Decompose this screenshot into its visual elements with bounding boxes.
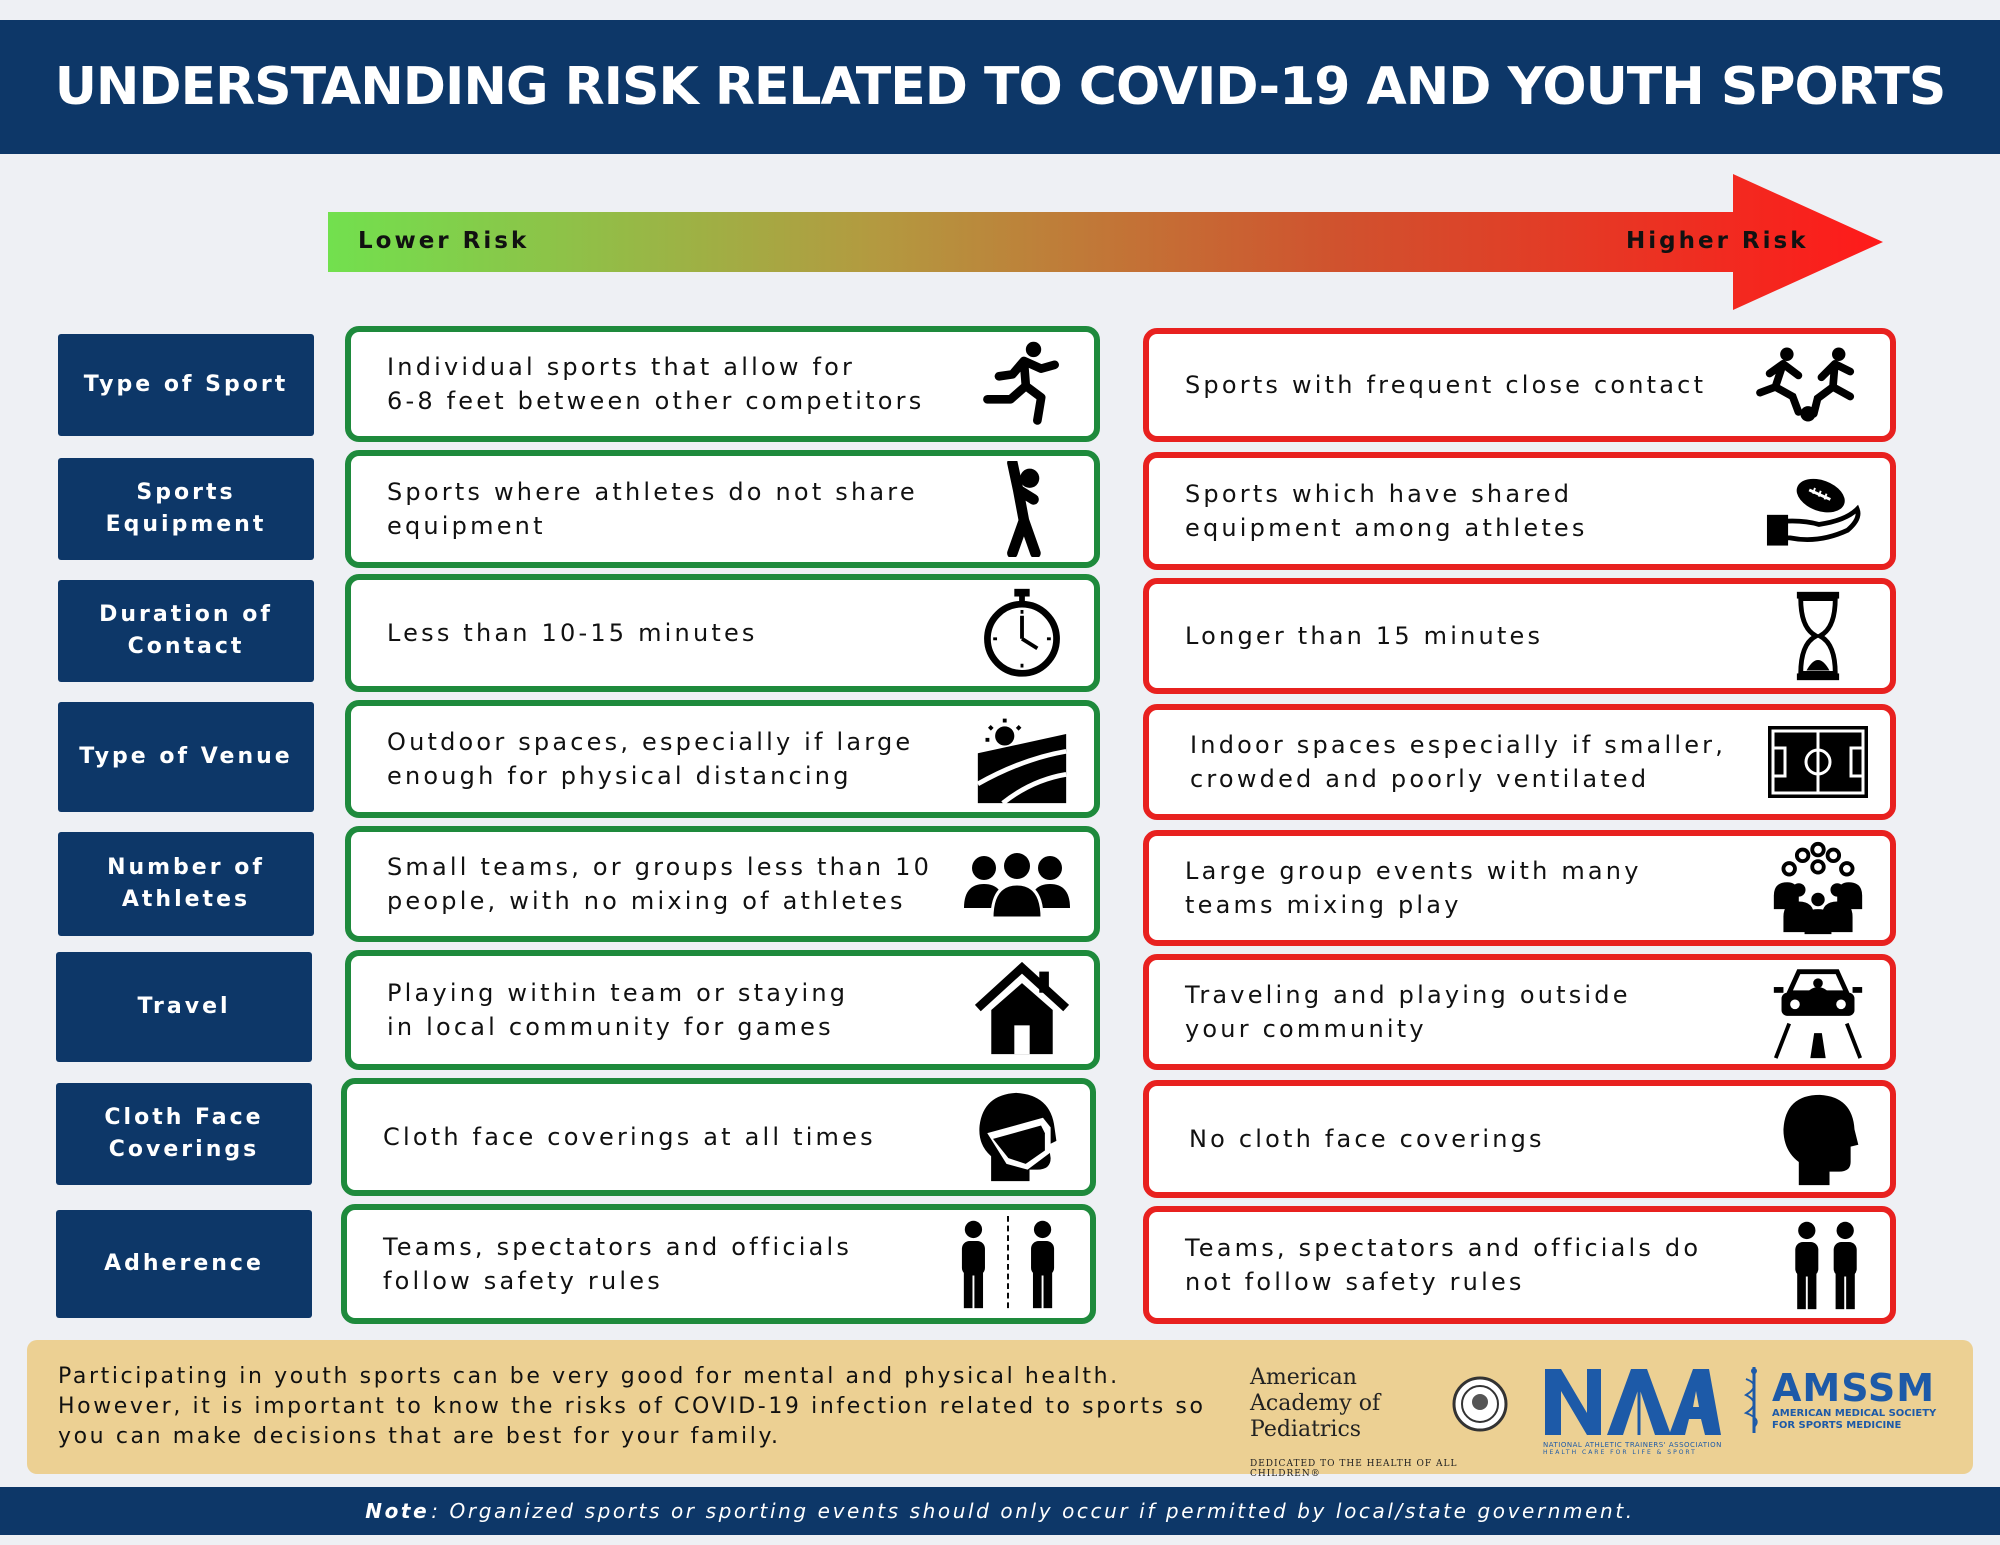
hourglass-icon <box>1768 588 1868 684</box>
lower-risk-label: Lower Risk <box>358 228 530 254</box>
stretching-athlete-icon <box>972 461 1072 557</box>
higher-risk-text: Sports which have shared equipment among athletes <box>1185 480 1588 542</box>
higher-risk-text: Large group events with many teams mixing play <box>1185 857 1642 919</box>
car-road-icon <box>1768 964 1868 1060</box>
lower-risk-text: Teams, spectators and officials follow safety rules <box>383 1233 853 1295</box>
higher-risk-card-type-of-sport <box>1143 328 1896 442</box>
house-icon <box>972 962 1072 1058</box>
row-label-number-of-athletes: Number of Athletes <box>58 832 314 936</box>
page-title: UNDERSTANDING RISK RELATED TO COVID-19 AND YOUTH SPORTS <box>54 57 1946 117</box>
close-people-icon <box>1784 1217 1868 1313</box>
lower-risk-card-cloth-face-coverings <box>341 1078 1096 1196</box>
large-crowd-icon <box>1768 840 1868 936</box>
caduceus-icon <box>1742 1365 1766 1435</box>
higher-risk-card-duration-of-contact <box>1143 578 1896 694</box>
higher-risk-card-type-of-venue <box>1143 704 1896 820</box>
amssm-abbr: AMSSM <box>1772 1366 1936 1410</box>
row-label-adherence: Adherence <box>56 1210 312 1318</box>
lower-risk-card-duration-of-contact <box>345 574 1100 692</box>
lower-risk-card-adherence <box>341 1204 1096 1324</box>
lower-risk-text: Outdoor spaces, especially if large enough for physical distancing <box>387 728 914 790</box>
higher-risk-text: Traveling and playing outside your community <box>1185 981 1631 1043</box>
note-prefix: Note <box>365 1499 430 1523</box>
higher-risk-text: Teams, spectators and officials do not follow safety rules <box>1185 1234 1702 1296</box>
lower-risk-text: Individual sports that allow for 6-8 feet between other competitors <box>387 353 925 415</box>
higher-risk-card-sports-equipment <box>1143 452 1896 570</box>
higher-risk-card-number-of-athletes <box>1143 830 1896 946</box>
nata-logo <box>1543 1365 1723 1457</box>
aap-logo <box>1250 1365 1515 1479</box>
lower-risk-text: Playing within team or staying in local community for games <box>387 979 849 1041</box>
soccer-players-icon <box>1748 337 1868 433</box>
footer-message: Participating in youth sports can be very good for mental and physical health. However, it is important to know the risks of COVID-19 infection related to sports so you can make decisions that are best for your family. <box>58 1364 1206 1449</box>
runner-icon <box>972 336 1072 432</box>
higher-risk-text: No cloth face coverings <box>1189 1125 1545 1153</box>
note-text: : Organized sports or sporting events should only occur if permitted by local/state government. <box>431 1499 1635 1523</box>
higher-risk-card-travel <box>1143 954 1896 1070</box>
outdoor-field-icon <box>972 711 1072 807</box>
nata-tagline: HEALTH CARE FOR LIFE & SPORT <box>1543 1449 1697 1456</box>
lower-risk-card-type-of-sport <box>345 326 1100 442</box>
row-label-duration-of-contact: Duration of Contact <box>58 580 314 682</box>
amssm-name: AMERICAN MEDICAL SOCIETY FOR SPORTS MEDICINE <box>1772 1408 1937 1431</box>
row-label-travel: Travel <box>56 952 312 1062</box>
distanced-people-icon <box>948 1216 1068 1312</box>
higher-risk-text: Sports with frequent close contact <box>1185 371 1707 399</box>
lower-risk-card-number-of-athletes <box>345 826 1100 942</box>
lower-risk-text: Less than 10-15 minutes <box>387 619 758 647</box>
lower-risk-card-sports-equipment <box>345 450 1100 568</box>
amssm-logo <box>1742 1365 1942 1457</box>
higher-risk-card-adherence <box>1143 1206 1896 1324</box>
indoor-court-icon <box>1768 714 1868 810</box>
head-icon <box>1768 1091 1868 1187</box>
aap-tagline: DEDICATED TO THE HEALTH OF ALL CHILDREN® <box>1250 1459 1458 1479</box>
lower-risk-card-type-of-venue <box>345 700 1100 818</box>
lower-risk-card-travel <box>345 950 1100 1070</box>
note-bar <box>0 1487 2000 1535</box>
lower-risk-text: Sports where athletes do not share equipment <box>387 478 918 540</box>
nata-name: NATIONAL ATHLETIC TRAINERS' ASSOCIATION <box>1543 1441 1722 1449</box>
higher-risk-text: Indoor spaces especially if smaller, crowded and poorly ventilated <box>1190 731 1727 793</box>
header-banner <box>0 20 2000 154</box>
higher-risk-text: Longer than 15 minutes <box>1185 622 1544 650</box>
row-label-sports-equipment: Sports Equipment <box>58 458 314 560</box>
aap-seal-icon <box>1452 1376 1508 1432</box>
higher-risk-card-cloth-face-coverings <box>1143 1080 1896 1198</box>
row-label-type-of-venue: Type of Venue <box>58 702 314 812</box>
higher-risk-label: Higher Risk <box>1626 228 1809 254</box>
aap-name: American Academy of Pediatrics <box>1250 1365 1381 1442</box>
small-group-icon <box>962 836 1072 932</box>
lower-risk-text: Cloth face coverings at all times <box>383 1123 876 1151</box>
stopwatch-icon <box>972 585 1072 681</box>
lower-risk-text: Small teams, or groups less than 10 people, with no mixing of athletes <box>387 853 933 915</box>
football-hand-icon <box>1760 463 1868 559</box>
row-label-type-of-sport: Type of Sport <box>58 334 314 436</box>
nata-mark-icon <box>1543 1365 1723 1437</box>
masked-head-icon <box>968 1089 1068 1185</box>
row-label-cloth-face-coverings: Cloth Face Coverings <box>56 1083 312 1185</box>
